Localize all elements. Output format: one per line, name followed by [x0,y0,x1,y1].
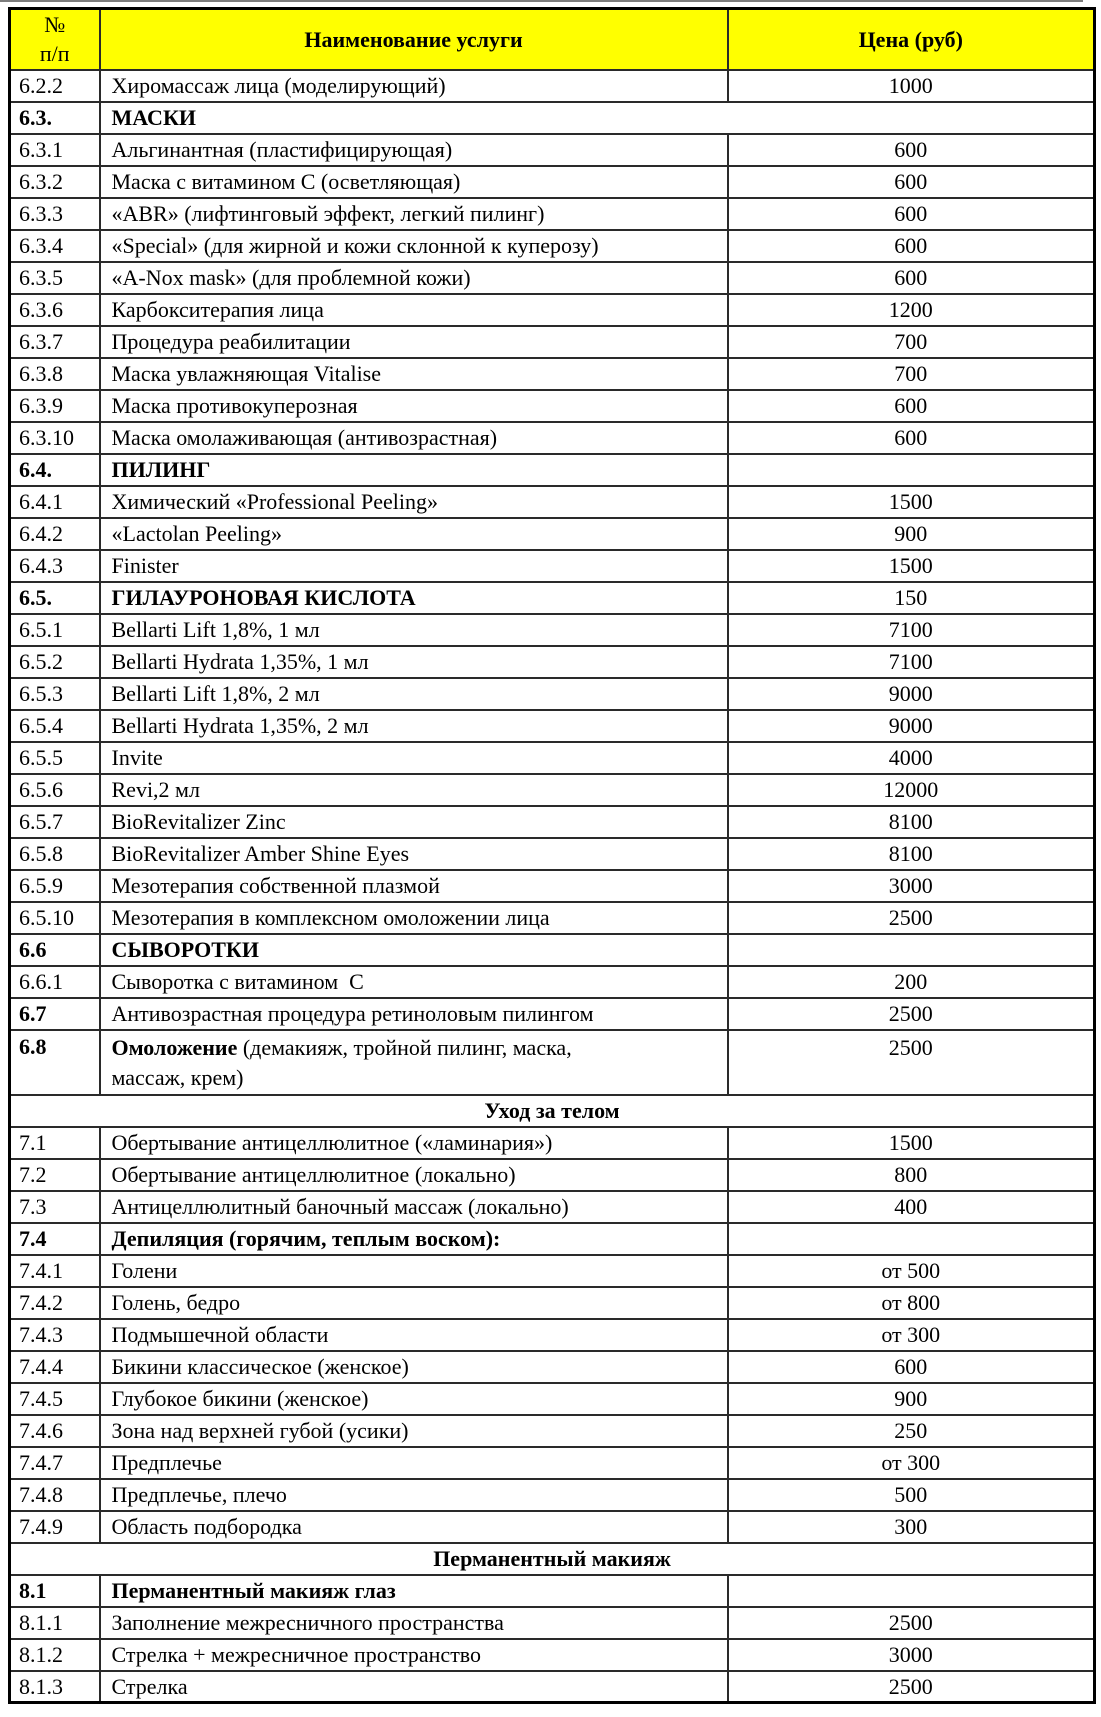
table-row [10,902,1095,934]
row-number: 7.4.4 [10,1351,100,1383]
price-value: 9000 [728,678,1095,710]
table-row [10,678,1095,710]
row-number: 7.4.8 [10,1479,100,1511]
header-num [10,9,100,70]
table-row [10,390,1095,422]
table-row [10,294,1095,326]
price-value: от 500 [728,1255,1095,1287]
table-row [10,710,1095,742]
service-name: Предплечье [100,1447,728,1479]
service-name: Маска увлажняющая Vitalise [100,358,728,390]
row-number: 6.3.4 [10,230,100,262]
service-name: BioRevitalizer Amber Shine Eyes [100,838,728,870]
table-row [10,1479,1095,1511]
row-number: 7.4.5 [10,1383,100,1415]
service-name: Депиляция (горячим, теплым воском): [100,1223,728,1255]
price-value [728,454,1095,486]
service-name: Bellarti Hydrata 1,35%, 1 мл [100,646,728,678]
service-name: Зона над верхней губой (усики) [100,1415,728,1447]
header-price: Цена (руб) [728,9,1095,70]
table-row [10,646,1095,678]
row-number: 8.1.3 [10,1671,100,1703]
row-number: 6.3.2 [10,166,100,198]
price-value: 400 [728,1191,1095,1223]
price-value [728,1575,1095,1607]
row-number: 7.4.6 [10,1415,100,1447]
header-num-line2: п/п [39,41,70,67]
service-name: «Lactolan Peeling» [100,518,728,550]
service-name: Голени [100,1255,728,1287]
service-name: BioRevitalizer Zinc [100,806,728,838]
service-name: Обертывание антицеллюлитное (локально) [100,1159,728,1191]
table-row [10,1351,1095,1383]
row-number: 8.1.2 [10,1639,100,1671]
service-name: Revi,2 мл [100,774,728,806]
service-name: Сыворотка с витамином С [100,966,728,998]
table-row [10,1287,1095,1319]
service-name-line2: массаж, крем) [111,1064,244,1090]
service-name: Стрелка + межресничное пространство [100,1639,728,1671]
table-row [10,1383,1095,1415]
category-row [10,1575,1095,1607]
table-row [10,422,1095,454]
price-value: 600 [728,422,1095,454]
row-number: 6.3.8 [10,358,100,390]
row-number: 6.5.8 [10,838,100,870]
price-table [8,7,1096,1704]
service-name: Маска противокуперозная [100,390,728,422]
row-number: 6.4. [10,454,100,486]
service-name: Bellarti Hydrata 1,35%, 2 мл [100,710,728,742]
row-number: 6.5.7 [10,806,100,838]
price-value: 9000 [728,710,1095,742]
category-row [10,102,1095,134]
row-number: 6.5.2 [10,646,100,678]
service-name: ГИЛАУРОНОВАЯ КИСЛОТА [100,582,728,614]
table-row [10,1255,1095,1287]
section-row [10,1095,1095,1127]
row-number: 6.5.5 [10,742,100,774]
row-number: 6.2.2 [10,70,100,102]
table-row [10,262,1095,294]
service-name: Область подбородка [100,1511,728,1543]
table-row [10,998,1095,1030]
price-value: 300 [728,1511,1095,1543]
table-row [10,1319,1095,1351]
table-row [10,1127,1095,1159]
page-top-rule [0,0,1083,2]
service-name: Стрелка [100,1671,728,1703]
row-number: 6.7 [10,998,100,1030]
price-value: 900 [728,518,1095,550]
row-number: 6.3.7 [10,326,100,358]
row-number: 6.6.1 [10,966,100,998]
row-number: 7.4 [10,1223,100,1255]
price-value: 600 [728,262,1095,294]
price-value: 12000 [728,774,1095,806]
price-value: 1200 [728,294,1095,326]
price-value: 700 [728,358,1095,390]
service-name: Голень, бедро [100,1287,728,1319]
row-number: 6.3. [10,102,100,134]
service-name: Bellarti Lift 1,8%, 2 мл [100,678,728,710]
category-row [10,582,1095,614]
price-value [728,934,1095,966]
price-value: 3000 [728,1639,1095,1671]
row-number: 7.4.2 [10,1287,100,1319]
table-row [10,1030,1095,1095]
row-number: 6.4.1 [10,486,100,518]
price-value: 600 [728,1351,1095,1383]
table-row [10,1671,1095,1703]
price-value: 2500 [728,1607,1095,1639]
service-name-rest: (демакияж, тройной пилинг, маска, [237,1034,572,1060]
price-value: 2500 [728,1030,1095,1095]
section-row [10,1543,1095,1575]
price-value: 7100 [728,614,1095,646]
row-number: 8.1.1 [10,1607,100,1639]
table-row [10,1511,1095,1543]
price-value: 500 [728,1479,1095,1511]
row-number: 6.8 [10,1030,100,1095]
service-name: Процедура реабилитации [100,326,728,358]
price-value: 200 [728,966,1095,998]
service-name: ПИЛИНГ [100,454,728,486]
row-number: 6.3.6 [10,294,100,326]
row-number: 6.3.10 [10,422,100,454]
service-name [100,1030,728,1095]
service-name: «A-Nox mask» (для проблемной кожи) [100,262,728,294]
price-value: 8100 [728,838,1095,870]
table-row [10,742,1095,774]
service-name: Хиромассаж лица (моделирующий) [100,70,728,102]
row-number: 6.4.2 [10,518,100,550]
price-value: 2500 [728,998,1095,1030]
price-value: 250 [728,1415,1095,1447]
table-row [10,1415,1095,1447]
row-number: 8.1 [10,1575,100,1607]
service-name: МАСКИ [100,102,1095,134]
service-name: Finister [100,550,728,582]
category-row [10,454,1095,486]
row-number: 7.3 [10,1191,100,1223]
row-number: 6.4.3 [10,550,100,582]
price-value: 3000 [728,870,1095,902]
service-name: «ABR» (лифтинговый эффект, легкий пилинг) [100,198,728,230]
table-row [10,486,1095,518]
service-name: Антицеллюлитный баночный массаж (локально) [100,1191,728,1223]
price-value: 1500 [728,550,1095,582]
section-title: Уход за телом [10,1095,1095,1127]
service-name: Invite [100,742,728,774]
row-number: 7.1 [10,1127,100,1159]
price-value: от 300 [728,1319,1095,1351]
row-number: 7.2 [10,1159,100,1191]
price-value: 600 [728,166,1095,198]
price-value: 7100 [728,646,1095,678]
price-value [728,1223,1095,1255]
price-value: 2500 [728,1671,1095,1703]
price-value: 150 [728,582,1095,614]
table-row [10,326,1095,358]
service-name: СЫВОРОТКИ [100,934,728,966]
table-row [10,358,1095,390]
service-name: Маска с витамином С (осветляющая) [100,166,728,198]
service-name: Предплечье, плечо [100,1479,728,1511]
table-row [10,198,1095,230]
row-number: 6.5.6 [10,774,100,806]
service-name-bold-part: Омоложение [111,1034,238,1060]
category-row [10,934,1095,966]
service-name: Мезотерапия собственной плазмой [100,870,728,902]
service-name: «Special» (для жирной и кожи склонной к куперозу) [100,230,728,262]
row-number: 7.4.7 [10,1447,100,1479]
table-row [10,518,1095,550]
row-number: 6.5.4 [10,710,100,742]
row-number: 6.3.1 [10,134,100,166]
service-name: Бикини классическое (женское) [100,1351,728,1383]
row-number: 6.3.5 [10,262,100,294]
header-row [10,9,1095,70]
price-value: 600 [728,390,1095,422]
table-row [10,614,1095,646]
price-value: 600 [728,198,1095,230]
service-name: Bellarti Lift 1,8%, 1 мл [100,614,728,646]
section-title: Перманентный макияж [10,1543,1095,1575]
price-value: 900 [728,1383,1095,1415]
row-number: 6.5. [10,582,100,614]
table-row [10,1639,1095,1671]
price-value: от 300 [728,1447,1095,1479]
service-name: Карбокситерапия лица [100,294,728,326]
price-value: от 800 [728,1287,1095,1319]
row-number: 6.5.3 [10,678,100,710]
row-number: 7.4.9 [10,1511,100,1543]
table-row [10,774,1095,806]
row-number: 6.5.9 [10,870,100,902]
service-name: Заполнение межресничного пространства [100,1607,728,1639]
service-name: Антивозрастная процедура ретиноловым пилингом [100,998,728,1030]
header-service: Наименование услуги [100,9,728,70]
price-value: 2500 [728,902,1095,934]
header-num-line1: № [44,12,66,38]
table-row [10,134,1095,166]
row-number: 6.3.3 [10,198,100,230]
table-row [10,838,1095,870]
service-name: Маска омолаживающая (антивозрастная) [100,422,728,454]
table-row [10,1191,1095,1223]
table-row [10,550,1095,582]
price-value: 800 [728,1159,1095,1191]
service-name: Подмышечной области [100,1319,728,1351]
row-number: 7.4.3 [10,1319,100,1351]
row-number: 7.4.1 [10,1255,100,1287]
table-row [10,70,1095,102]
row-number: 6.3.9 [10,390,100,422]
service-name: Химический «Professional Peeling» [100,486,728,518]
service-name: Мезотерапия в комплексном омоложении лица [100,902,728,934]
price-value: 1500 [728,486,1095,518]
price-value: 700 [728,326,1095,358]
table-row [10,230,1095,262]
table-body [10,70,1095,1703]
row-number: 6.5.1 [10,614,100,646]
table-row [10,870,1095,902]
table-row [10,166,1095,198]
table-row [10,966,1095,998]
price-value: 1500 [728,1127,1095,1159]
price-value: 8100 [728,806,1095,838]
price-value: 600 [728,134,1095,166]
table-row [10,1607,1095,1639]
service-name: Глубокое бикини (женское) [100,1383,728,1415]
row-number: 6.6 [10,934,100,966]
table-row [10,806,1095,838]
price-value: 4000 [728,742,1095,774]
service-name: Альгинантная (пластифицирующая) [100,134,728,166]
service-name: Обертывание антицеллюлитное («ламинария») [100,1127,728,1159]
price-value: 600 [728,230,1095,262]
service-name: Перманентный макияж глаз [100,1575,728,1607]
category-row [10,1223,1095,1255]
table-row [10,1159,1095,1191]
table-row [10,1447,1095,1479]
price-value: 1000 [728,70,1095,102]
row-number: 6.5.10 [10,902,100,934]
